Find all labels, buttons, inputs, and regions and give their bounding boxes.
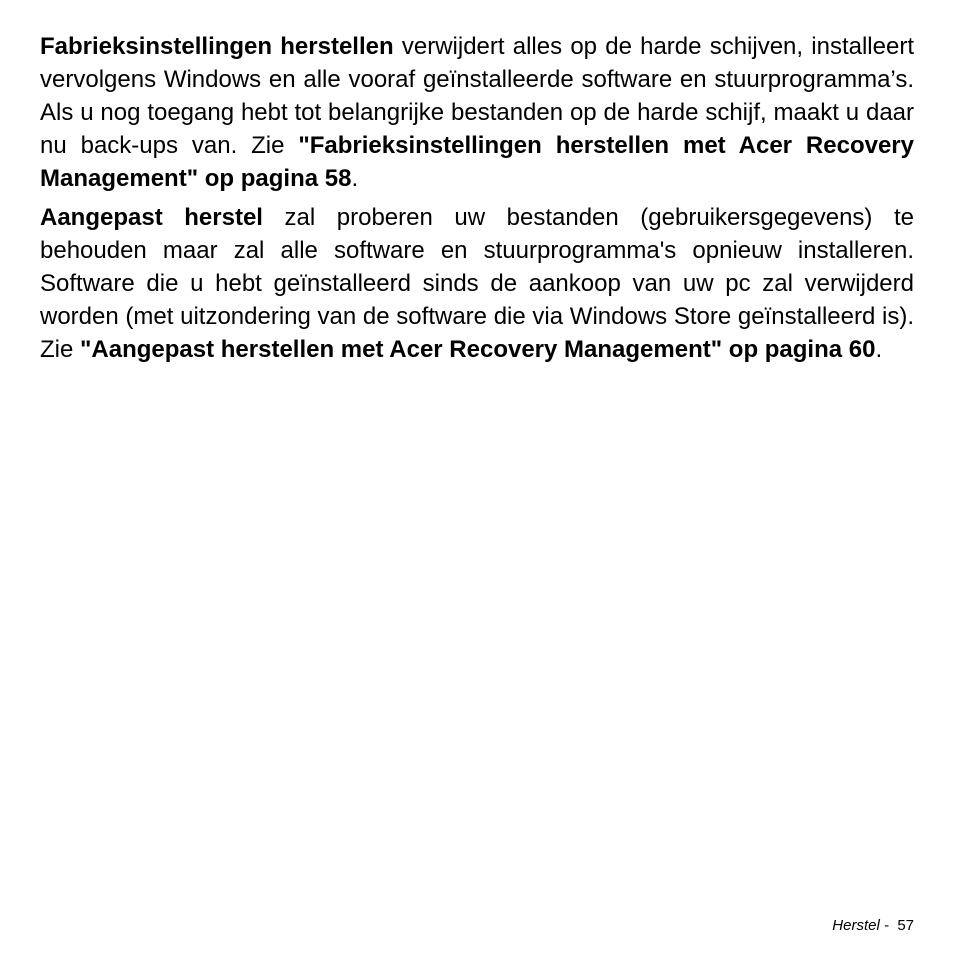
page-footer [832, 917, 914, 934]
factory-reset-reference: "Fabrieksinstellingen herstellen met Acer Recovery Management" op pagina 58 [40, 132, 914, 192]
footer-page-number: 57 [897, 917, 914, 934]
factory-reset-term: Fabrieksinstellingen herstellen [40, 33, 394, 60]
custom-reset-term: Aangepast herstel [40, 204, 263, 231]
custom-reset-reference: "Aangepast herstellen met Acer Recovery Management" op pagina 60 [80, 336, 876, 363]
document-body [40, 30, 914, 372]
paragraph-factory-reset [40, 30, 914, 195]
footer-section-label: Herstel - [832, 917, 894, 934]
factory-reset-period: . [351, 165, 359, 192]
custom-reset-period: . [875, 336, 883, 363]
factory-reset-description: verwijdert alles op de harde schijven, installeert vervolgens Windows en alle vooraf geïnstalleerde software en stuurprogramma’s. Als u nog toegang hebt tot belangrijke bestanden op de harde schijf, maakt u daar nu back-ups van. Zie [40, 33, 914, 159]
custom-reset-description: zal proberen uw bestanden (gebruikersgegevens) te behouden maar zal alle software en stuurprogramma's opnieuw installeren. Software die u hebt geïnstalleerd sinds de aankoop van uw pc zal verwijderd worden (met uitzondering van de software die via Windows Store geïnstalleerd is). Zie [40, 204, 914, 363]
paragraph-custom-reset [40, 201, 914, 366]
